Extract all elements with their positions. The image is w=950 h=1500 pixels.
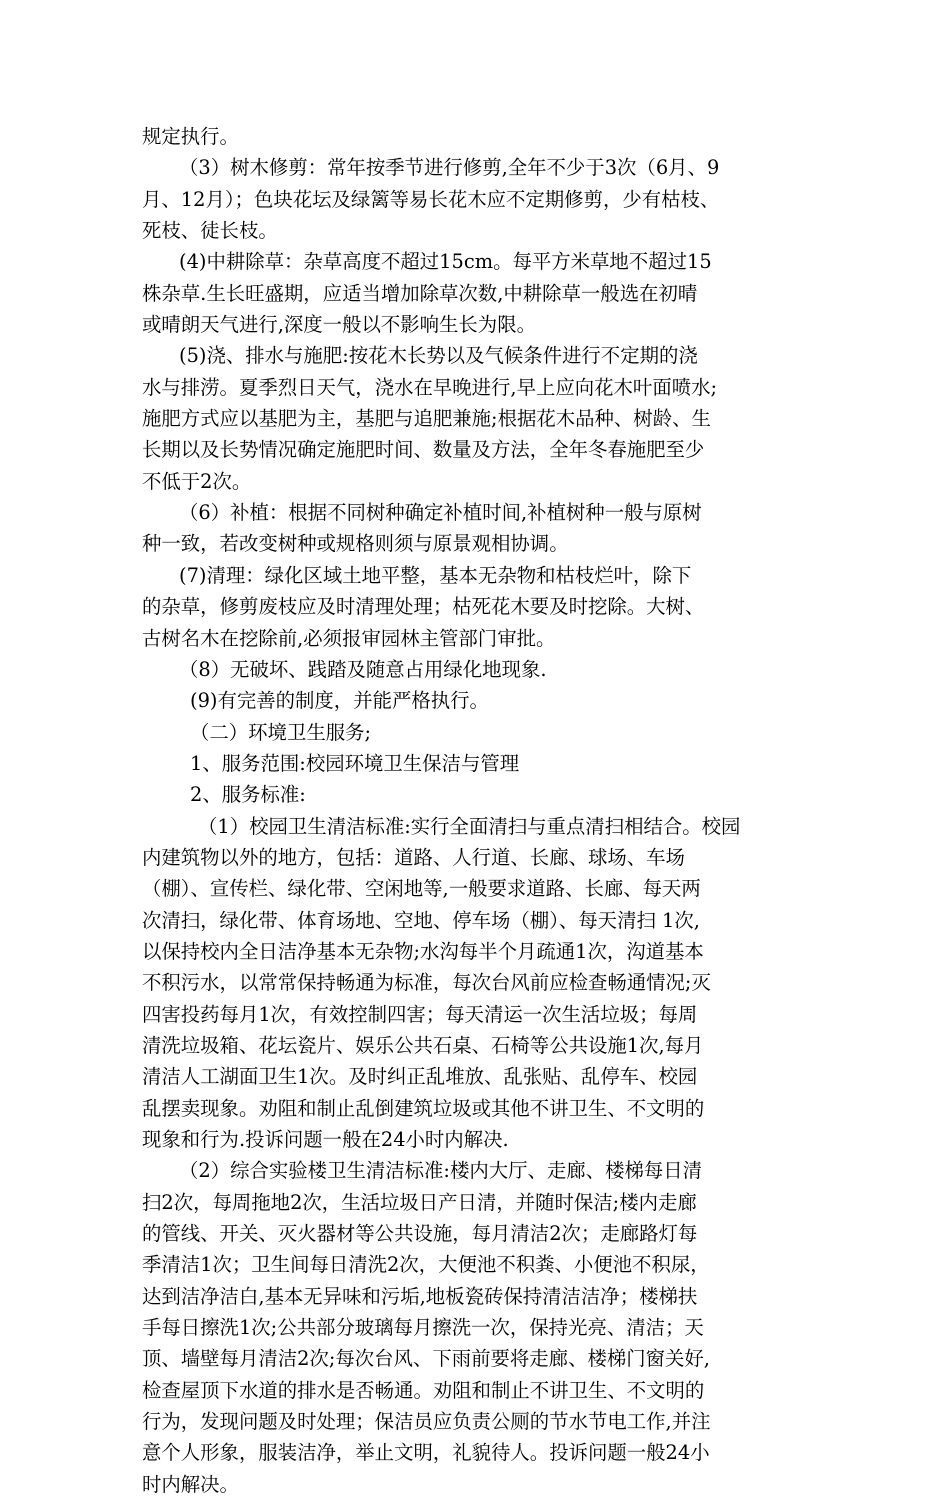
text-line: 施肥方式应以基肥为主，基肥与追肥兼施;根据花木品种、树龄、生: [142, 407, 711, 431]
text-line: 现象和行为.投诉问题一般在24小时内解决.: [142, 1128, 509, 1151]
text-line: （棚）、宣传栏、绿化带、空闲地等,一般要求道路、长廊、每天两: [142, 877, 701, 901]
text-line: 或晴朗天气进行,深度一般以不影响生长为限。: [142, 313, 536, 337]
text-line: 种一致，若改变树种或规格则须与原景观相协调。: [142, 532, 569, 556]
text-line: 1、服务范围:校园环境卫生保洁与管理: [190, 751, 520, 775]
text-line: (4)中耕除草：杂草高度不超过15cm。每平方米草地不超过15: [179, 250, 712, 274]
text-line: 行为，发现问题及时处理；保洁员应负责公厕的节水节电工作,并注: [142, 1410, 711, 1434]
text-line: 的杂草，修剪废枝应及时清理处理；枯死花木要及时挖除。大树、: [142, 595, 705, 619]
text-line: （2）综合实验楼卫生清洁标准:楼内大厅、走廊、楼梯每日清: [179, 1159, 703, 1183]
text-line: （6）补植：根据不同树种确定补植时间,补植树种一般与原树: [179, 501, 702, 525]
text-line: 长期以及长势情况确定施肥时间、数量及方法，全年冬春施肥至少: [142, 438, 705, 462]
text-line: 清洗垃圾箱、花坛瓷片、娱乐公共石桌、石椅等公共设施1次,每月: [142, 1033, 704, 1057]
text-line: 检查屋顶下水道的排水是否畅通。劝阻和制止不讲卫生、不文明的: [142, 1378, 705, 1402]
text-line: 的管线、开关、灭火器材等公共设施，每月清洁2次；走廊路灯每: [142, 1222, 698, 1246]
text-line: 古树名木在挖除前,必须报审园林主管部门审批。: [142, 626, 556, 650]
text-line: 不低于2次。: [142, 469, 252, 493]
text-line: 死枝、徒长枝。: [142, 219, 278, 243]
text-line: (9)有完善的制度，并能严格执行。: [190, 689, 489, 713]
text-line: 顶、墙壁每月清洁2次;每次台风、下雨前要将走廊、楼梯门窗关好,: [142, 1347, 710, 1371]
text-line: 株杂草.生长旺盛期，应适当增加除草次数,中耕除草一般选在初晴: [142, 281, 698, 305]
text-line: 清洁人工湖面卫生1次。及时纠正乱堆放、乱张贴、乱停车、校园: [142, 1065, 698, 1089]
text-line: 水与排涝。夏季烈日天气，浇水在早晚进行,早上应向花木叶面喷水;: [142, 375, 718, 399]
text-line: 次清扫，绿化带、体育场地、空地、停车场（棚）、每天清扫 1次,: [142, 908, 700, 932]
text-line: (7)清理：绿化区域土地平整，基本无杂物和枯枝烂叶，除下: [179, 563, 692, 587]
text-line: （3）树木修剪：常年按季节进行修剪,全年不少于3次（6月、9: [179, 156, 720, 180]
text-line: 四害投药每月1次，有效控制四害；每天清运一次生活垃圾；每周: [142, 1002, 698, 1026]
text-line: 达到洁净洁白,基本无异味和污垢,地板瓷砖保持清洁洁净；楼梯扶: [142, 1284, 698, 1308]
text-line: (5)浇、排水与施肥:按花木长势以及气候条件进行不定期的浇: [179, 344, 698, 368]
text-line: 季清洁1次；卫生间每日清洗2次，大便池不积粪、小便池不积尿，: [142, 1253, 710, 1277]
text-line: 规定执行。: [142, 125, 239, 148]
text-line: 意个人形象，服装洁净，举止文明，礼貌待人。投诉问题一般24小: [142, 1441, 710, 1465]
text-line: （二）环境卫生服务;: [190, 720, 372, 744]
text-line: 手每日擦洗1次;公共部分玻璃每月擦洗一次，保持光亮、清洁；天: [142, 1316, 704, 1340]
text-line: 不积污水，以常常保持畅通为标准，每次台风前应检查畅通情况;灭: [142, 971, 711, 995]
text-line: （8）无破坏、践踏及随意占用绿化地现象.: [179, 657, 547, 681]
text-line: 乱摆卖现象。劝阻和制止乱倒建筑垃圾或其他不讲卫生、不文明的: [142, 1096, 705, 1120]
text-line: 时内解决。: [142, 1472, 239, 1496]
text-line: 内建筑物以外的地方，包括：道路、人行道、长廊、球场、车场: [142, 845, 685, 869]
document-page: [142, 121, 808, 1500]
text-line: 月、12月）；色块花坛及绿篱等易长花木应不定期修剪，少有枯枝、: [142, 187, 720, 211]
text-line: 以保持校内全日洁净基本无杂物;水沟每半个月疏通1次，沟道基本: [142, 939, 704, 963]
text-line: 扫2次，每周拖地2次，生活垃圾日产日清，并随时保洁;楼内走廊: [142, 1190, 697, 1214]
text-line: 2、服务标准:: [190, 783, 306, 807]
text-line: （1）校园卫生清洁标准:实行全面清扫与重点清扫相结合。校园: [198, 814, 741, 838]
